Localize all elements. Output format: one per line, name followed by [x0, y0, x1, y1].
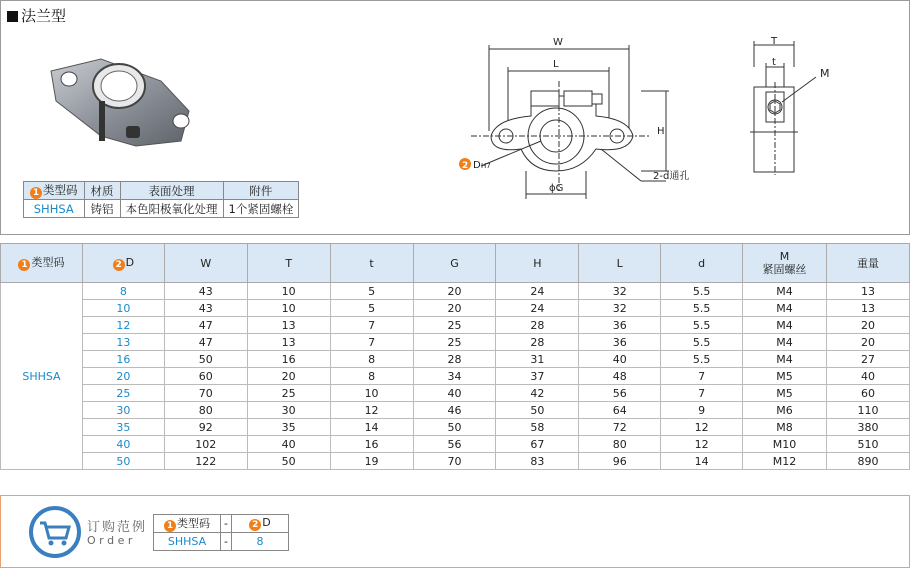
material-table	[23, 181, 299, 218]
dim-label-l: L	[553, 59, 559, 70]
spec-cell: 35	[247, 419, 330, 436]
spec-header-t: t	[330, 244, 413, 283]
table-row	[1, 402, 910, 419]
spec-cell: 96	[579, 453, 661, 470]
order-table	[153, 514, 289, 551]
dim-label-hole: 2-d通孔	[653, 171, 690, 182]
spec-table	[0, 243, 910, 470]
spec-cell: 8	[330, 368, 413, 385]
spec-header-T: T	[247, 244, 330, 283]
spec-cell: 380	[827, 419, 910, 436]
spec-cell: 31	[496, 351, 579, 368]
spec-header-h: H	[496, 244, 579, 283]
spec-cell: 28	[413, 351, 496, 368]
spec-cell: 43	[164, 283, 247, 300]
spec-cell: M5	[743, 368, 827, 385]
table-row	[1, 334, 910, 351]
spec-cell: 13	[247, 317, 330, 334]
spec-cell: 70	[413, 453, 496, 470]
spec-cell: 10	[330, 385, 413, 402]
badge-1-icon: 1	[30, 187, 42, 199]
spec-cell: M4	[743, 283, 827, 300]
spec-header-l: L	[579, 244, 661, 283]
spec-cell: 8	[82, 283, 164, 300]
spec-cell: 16	[330, 436, 413, 453]
spec-cell: 7	[330, 317, 413, 334]
dim-label-g: ϕG	[549, 183, 564, 194]
spec-header-d: 2 D	[82, 244, 164, 283]
side-view-drawing	[746, 37, 846, 177]
order-dash: -	[221, 515, 232, 533]
order-value-type: SHHSA	[154, 533, 221, 551]
spec-cell: 50	[496, 402, 579, 419]
spec-cell: 50	[413, 419, 496, 436]
dim-label-m: M	[820, 67, 830, 80]
spec-table-panel	[0, 243, 910, 472]
spec-cell: 35	[82, 419, 164, 436]
spec-cell: 25	[413, 334, 496, 351]
dim-label-w: W	[553, 37, 563, 48]
material-cell-surface: 本色阳极氧化处理	[120, 200, 223, 218]
spec-cell: 8	[330, 351, 413, 368]
spec-cell: 13	[82, 334, 164, 351]
spec-cell: 5.5	[661, 283, 743, 300]
dim-label-h7: H7	[481, 162, 491, 170]
order-value-d: 8	[232, 533, 289, 551]
spec-cell: 20	[413, 300, 496, 317]
spec-table-body	[1, 283, 910, 470]
spec-cell: 50	[82, 453, 164, 470]
spec-cell: 10	[247, 283, 330, 300]
table-row	[1, 419, 910, 436]
spec-cell: 24	[496, 300, 579, 317]
spec-header-type: 1 类型码	[1, 244, 83, 283]
square-bullet-icon	[7, 11, 18, 22]
spec-cell: 5.5	[661, 334, 743, 351]
order-header-d: 2 D	[232, 515, 289, 533]
dim-label-h: H	[657, 126, 665, 137]
spec-cell: 50	[164, 351, 247, 368]
spec-cell: 60	[827, 385, 910, 402]
material-header-accessory: 附件	[223, 182, 299, 200]
product-photo	[41, 41, 201, 161]
spec-cell: 30	[82, 402, 164, 419]
spec-cell: 12	[82, 317, 164, 334]
spec-cell: 64	[579, 402, 661, 419]
spec-cell: 5.5	[661, 317, 743, 334]
spec-cell: 10	[247, 300, 330, 317]
spec-cell: 25	[247, 385, 330, 402]
spec-cell: 72	[579, 419, 661, 436]
spec-cell: M6	[743, 402, 827, 419]
spec-cell: 5.5	[661, 351, 743, 368]
spec-cell: 70	[164, 385, 247, 402]
material-header-type: 1 类型码	[24, 182, 85, 200]
spec-cell: 92	[164, 419, 247, 436]
order-subtitle: O r d e r	[87, 534, 133, 547]
spec-header-dd: d	[661, 244, 743, 283]
spec-cell: 5	[330, 300, 413, 317]
table-row	[1, 385, 910, 402]
material-cell-type: SHHSA	[24, 200, 85, 218]
spec-cell: M4	[743, 334, 827, 351]
spec-cell: 14	[661, 453, 743, 470]
spec-cell: 25	[413, 317, 496, 334]
table-row	[1, 368, 910, 385]
spec-cell: 80	[164, 402, 247, 419]
shopping-cart-icon	[29, 506, 81, 558]
spec-cell: 510	[827, 436, 910, 453]
spec-cell: 12	[330, 402, 413, 419]
spec-cell: 5.5	[661, 300, 743, 317]
front-view-drawing	[451, 31, 721, 206]
spec-cell: 14	[330, 419, 413, 436]
spec-cell: 24	[496, 283, 579, 300]
spec-cell: 48	[579, 368, 661, 385]
spec-cell: 13	[827, 300, 910, 317]
spec-cell: 40	[247, 436, 330, 453]
spec-cell: 5	[330, 283, 413, 300]
spec-cell: 28	[496, 317, 579, 334]
dim-label-t-lower: t	[772, 57, 776, 68]
spec-cell: 37	[496, 368, 579, 385]
table-row	[1, 300, 910, 317]
spec-cell: 25	[82, 385, 164, 402]
spec-cell: 67	[496, 436, 579, 453]
spec-cell: 36	[579, 317, 661, 334]
spec-cell: 20	[413, 283, 496, 300]
spec-cell: 50	[247, 453, 330, 470]
spec-cell: 32	[579, 300, 661, 317]
spec-cell: 83	[496, 453, 579, 470]
spec-header-weight: 重量	[827, 244, 910, 283]
spec-cell: 36	[579, 334, 661, 351]
spec-header-w: W	[164, 244, 247, 283]
spec-cell: 16	[247, 351, 330, 368]
badge-1-spec-icon: 1	[18, 259, 30, 271]
spec-cell: M4	[743, 300, 827, 317]
table-row	[1, 351, 910, 368]
spec-cell: M12	[743, 453, 827, 470]
table-row	[1, 436, 910, 453]
spec-cell: 40	[82, 436, 164, 453]
spec-cell: 58	[496, 419, 579, 436]
spec-cell: 30	[247, 402, 330, 419]
spec-cell: 13	[247, 334, 330, 351]
spec-cell: 40	[413, 385, 496, 402]
spec-cell: 13	[827, 283, 910, 300]
spec-cell: 47	[164, 334, 247, 351]
spec-cell: 32	[579, 283, 661, 300]
order-header-type: 1 类型码	[154, 515, 221, 533]
badge-2-order-icon: 2	[249, 519, 261, 531]
order-title: 订购范例	[87, 520, 148, 535]
spec-cell: M8	[743, 419, 827, 436]
spec-cell: 7	[661, 385, 743, 402]
spec-cell: M10	[743, 436, 827, 453]
spec-cell: 27	[827, 351, 910, 368]
spec-cell: 10	[82, 300, 164, 317]
spec-header-g: G	[413, 244, 496, 283]
spec-cell: 43	[164, 300, 247, 317]
spec-cell: 56	[579, 385, 661, 402]
spec-cell: 46	[413, 402, 496, 419]
spec-cell: M4	[743, 351, 827, 368]
order-dash-2: -	[221, 533, 232, 551]
material-cell-accessory: 1个紧固螺栓	[223, 200, 299, 218]
dim-label-t-upper: T	[771, 37, 778, 47]
badge-1-order-icon: 1	[164, 520, 176, 532]
spec-cell: 7	[661, 368, 743, 385]
spec-cell: 80	[579, 436, 661, 453]
spec-cell: 28	[496, 334, 579, 351]
spec-cell: 16	[82, 351, 164, 368]
material-header-surface: 表面处理	[120, 182, 223, 200]
spec-cell: 9	[661, 402, 743, 419]
spec-cell: 12	[661, 436, 743, 453]
spec-cell: 122	[164, 453, 247, 470]
spec-cell: 890	[827, 453, 910, 470]
spec-cell: 102	[164, 436, 247, 453]
spec-header-m: M 紧固螺丝	[743, 244, 827, 283]
badge-2-drawing: 2	[462, 161, 469, 171]
table-row	[1, 453, 910, 470]
spec-cell: 7	[330, 334, 413, 351]
badge-2-spec-icon: 2	[113, 259, 125, 271]
table-row	[1, 317, 910, 334]
spec-cell: 60	[164, 368, 247, 385]
spec-cell: 20	[827, 317, 910, 334]
spec-cell: 42	[496, 385, 579, 402]
spec-cell: 110	[827, 402, 910, 419]
material-header-material: 材质	[84, 182, 120, 200]
spec-cell: 40	[579, 351, 661, 368]
spec-cell: 19	[330, 453, 413, 470]
spec-cell: 56	[413, 436, 496, 453]
spec-cell: 40	[827, 368, 910, 385]
table-row	[1, 283, 910, 300]
spec-cell: M4	[743, 317, 827, 334]
spec-cell: 20	[82, 368, 164, 385]
dim-label-d: D	[473, 160, 481, 171]
page-title: 法兰型	[7, 5, 66, 26]
spec-cell: 12	[661, 419, 743, 436]
spec-cell: 20	[827, 334, 910, 351]
spec-cell-type: SHHSA	[1, 283, 83, 470]
spec-cell: M5	[743, 385, 827, 402]
material-cell-material: 铸铝	[84, 200, 120, 218]
product-overview-panel	[0, 0, 910, 235]
order-example-panel	[0, 495, 910, 568]
spec-cell: 34	[413, 368, 496, 385]
spec-cell: 20	[247, 368, 330, 385]
spec-cell: 47	[164, 317, 247, 334]
